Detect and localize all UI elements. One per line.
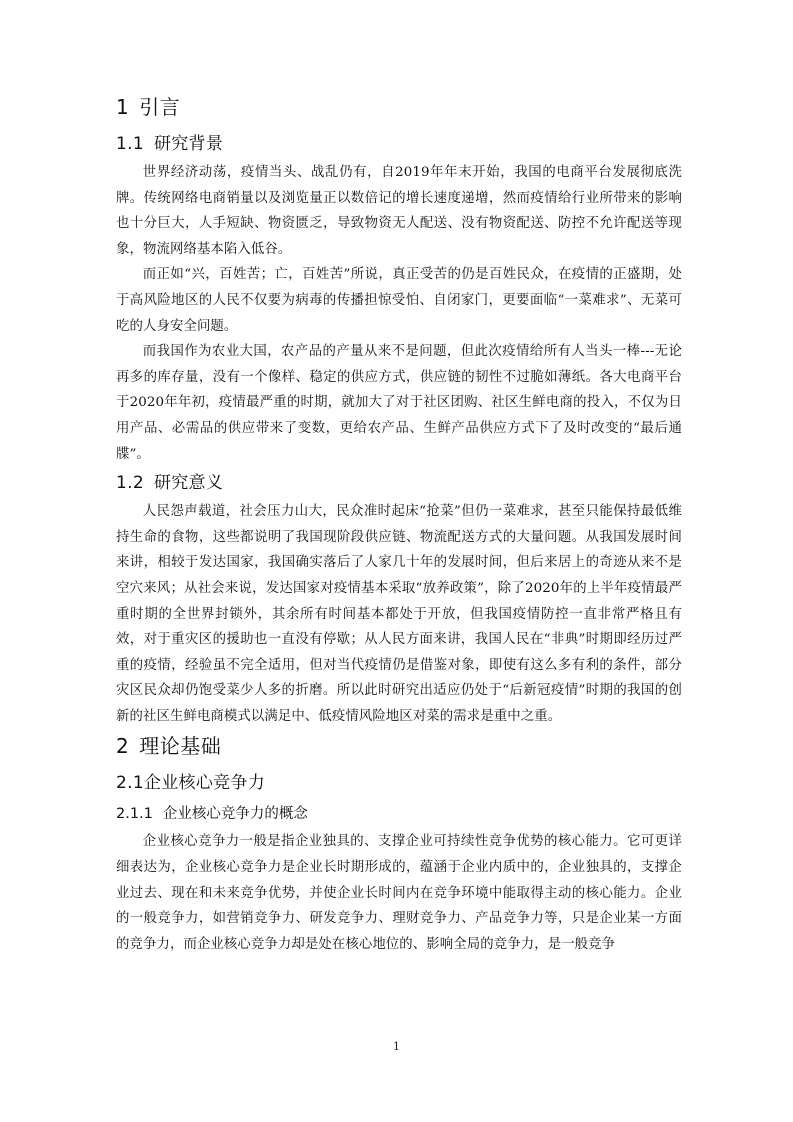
section-title: 企业核心竞争力的概念 — [162, 806, 308, 823]
section-title: 引言 — [139, 95, 181, 119]
section-title: 研究意义 — [153, 473, 224, 494]
paragraph: 人民怨声载道，社会压力山大，民众准时起床“抢菜”但仍一菜难求，甚至只能保持最低维持生命的食物，这些都说明了我国现阶段供应链、物流配送方式的大量问题。从我国发展时间来讲，相较于发达国家，我国确实落后了人家几十年的发展时间，但后来居上的奇迹从来不是空穴来风；从社会来说，发达国家对疫情基本采取“放养政策”，除了2020年的上半年疫情最严重时期的全世界封锁外，其余所有时间基本都处于开放，但我国疫情防控一直非常严格且有效，对于重灾区的援助也一直没有停歇；从人民方面来讲，我国人民在“非典”时期即经历过严重的疫情，经验虽不完全适用，但对当代疫情仍是借鉴对象，即使有这么多有利的条件，部分灾区民众却仍饱受菜少人多的折磨。所以此时研究出适应仍处于“后新冠疫情”时期的我国的创新的社区生鲜电商模式以满足中、低疫情风险地区对菜的需求是重中之重。 — [116, 504, 682, 724]
paragraph: 而我国作为农业大国，农产品的产量从来不是问题，但此次疫情给所有人当头一棒---无论再多的库存量，没有一个像样、稳定的供应方式，供应链的韧性不过脆如薄纸。各大电商平台于2020年年初，疫情最严重的时期，就加大了对于社区团购、社区生鲜电商的投入，不仅为日用产品、必需品的供应带来了变数，更给农产品、生鲜产品供应方式下了及时改变的“最后通牒”。 — [116, 344, 682, 462]
paragraph: 世界经济动荡，疫情当头、战乱仍有，自2019年年末开始，我国的电商平台发展彻底洗牌。传统网络电商销量以及浏览量正以数倍记的增长速度递增，然而疫情给行业所带来的影响也十分巨大，人手短缺、物资匮乏，导致物资无人配送、没有物资配送、防控不允许配送等现象，物流网络基本陷入低谷。 — [116, 165, 682, 257]
section-title: 理论基础 — [139, 734, 222, 759]
paragraph: 企业核心竞争力一般是指企业独具的、支撑企业可持续性竞争优势的核心能力。它可更详细表达为，企业核心竞争力是企业长时期形成的，蕴涵于企业内质中的，企业独具的，支撑企业过去、现在和未来竞争优势，并使企业长时间内在竞争环境中能取得主动的核心能力。企业的一般竞争力，如营销竞争力、研发竞争力、理财竞争力、产品竞争力等，只是企业某一方面的竞争力，而企业核心竞争力却是处在核心地位的、影响全局的竞争力，是一般竞争 — [116, 834, 682, 952]
section-title: 研究背景 — [153, 134, 224, 154]
section-heading-2-1 — [116, 767, 682, 799]
paragraph: 而正如“兴，百姓苦；亡，百姓苦”所说，真正受苦的仍是百姓民众，在疫情的正盛期，处于高风险地区的人民不仅要为病毒的传播担惊受怕、自闭家门，更要面临“一菜难求”、无菜可吃的人身安全问题。 — [116, 267, 682, 334]
page-number: 1 — [393, 1040, 400, 1053]
section-heading-1-2 — [116, 467, 682, 499]
section-number: 2.1 — [116, 773, 144, 794]
section-number: 1.1 — [116, 134, 144, 154]
section-heading-2 — [116, 729, 682, 763]
section-heading-1 — [116, 90, 682, 124]
section-number: 1.2 — [116, 473, 144, 494]
section-heading-1-1 — [116, 128, 682, 160]
section-number: 2.1.1 — [116, 806, 153, 823]
section-number: 1 — [116, 95, 130, 119]
section-heading-2-1-1 — [116, 799, 682, 829]
page-content — [116, 90, 682, 957]
section-title: 企业核心竞争力 — [143, 773, 266, 794]
section-number: 2 — [116, 734, 130, 759]
